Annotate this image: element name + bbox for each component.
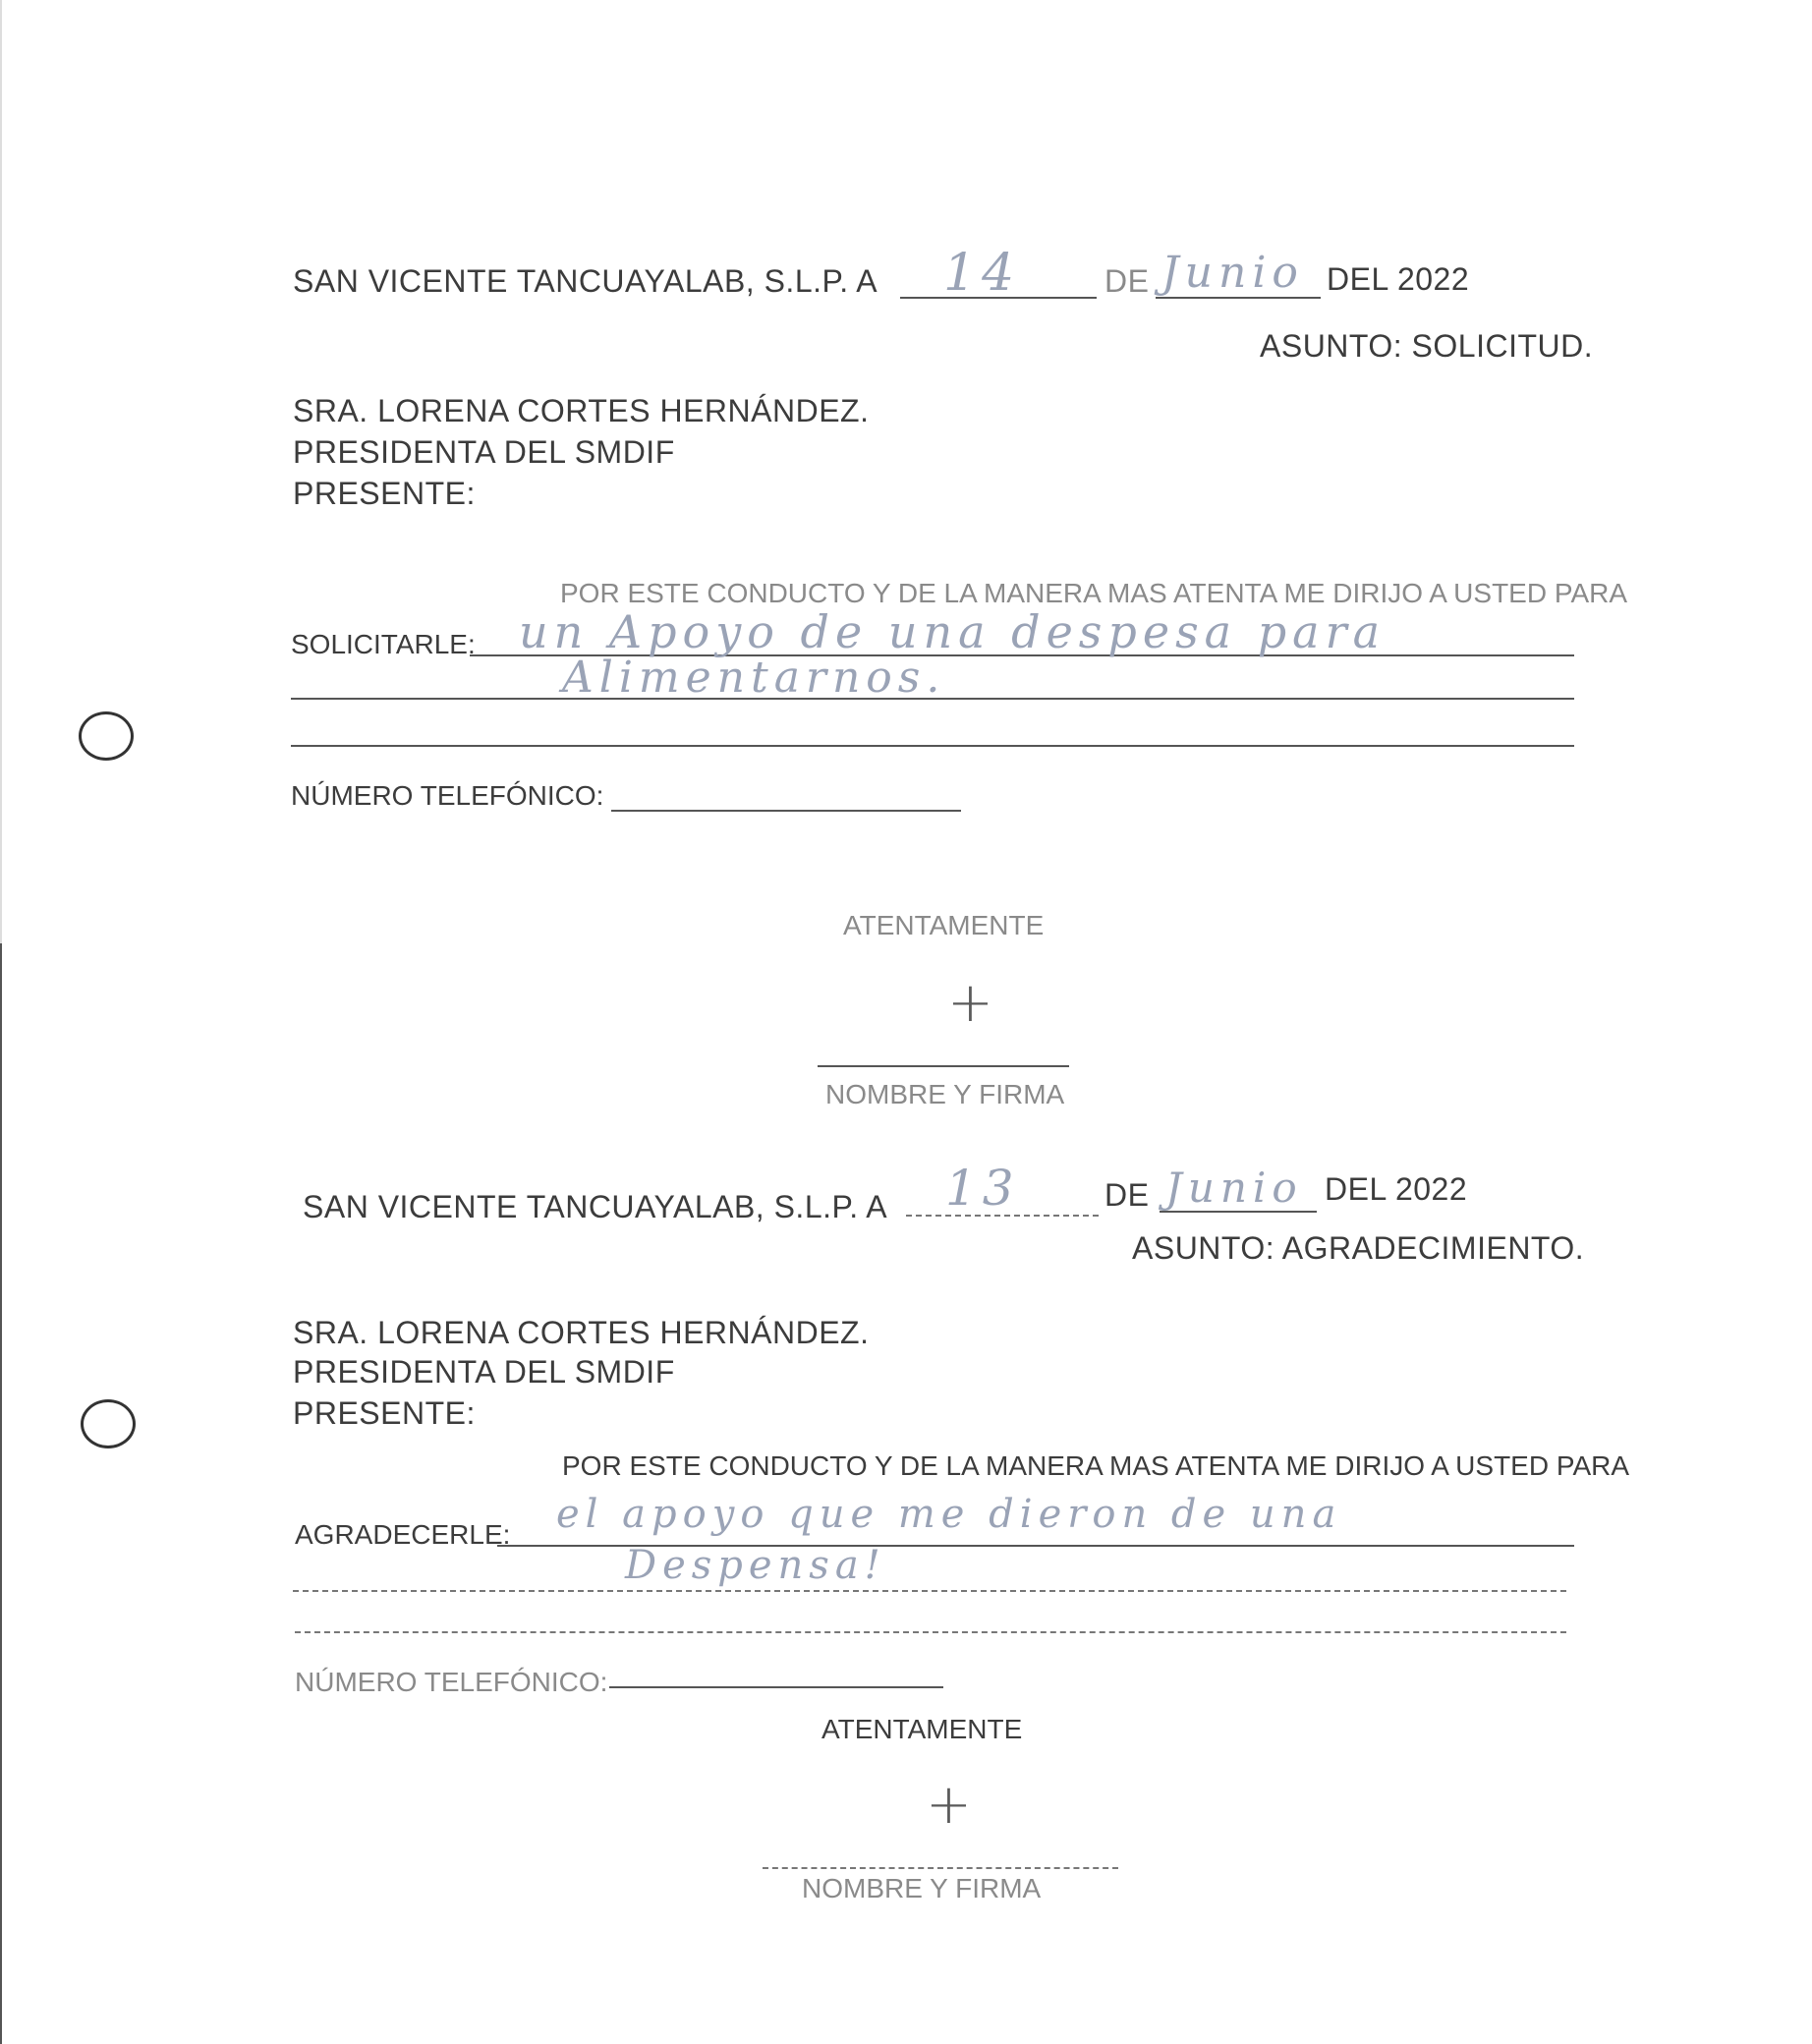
letter2-signature-label: NOMBRE Y FIRMA <box>802 1873 1042 1903</box>
letter2-text-line-2 <box>293 1590 1566 1592</box>
letter1-signature-line <box>818 1065 1069 1067</box>
letter1-handwriting-2: Alimentarnos. <box>562 653 946 703</box>
letter1-recipient: SRA. LORENA CORTES HERNÁNDEZ. <box>293 393 870 428</box>
letter1-subject: ASUNTO: SOLICITUD. <box>1260 328 1594 364</box>
letter1-place: SAN VICENTE TANCUAYALAB, S.L.P. A <box>293 263 878 299</box>
letter1-year: DEL 2022 <box>1327 261 1470 297</box>
letter2-subject: ASUNTO: AGRADECIMIENTO. <box>1132 1230 1585 1266</box>
page-left-edge-dark <box>0 943 2 2044</box>
letter1-intro: POR ESTE CONDUCTO Y DE LA MANERA MAS ATENTA ME DIRIJO A USTED PARA <box>560 578 1628 608</box>
letter2-phone-label: NÚMERO TELEFÓNICO: <box>295 1667 608 1697</box>
letter2-year: DEL 2022 <box>1325 1171 1468 1207</box>
letter1-present: PRESENTE: <box>293 476 476 511</box>
letter2-handwriting-1: el apoyo que me dieron de una <box>556 1492 1342 1537</box>
punch-hole-bottom <box>81 1399 136 1448</box>
letter2-phone-line <box>609 1686 943 1688</box>
letter1-closing: ATENTAMENTE <box>843 910 1045 940</box>
letter1-signature-mark: + <box>947 971 993 1035</box>
letter1-label: SOLICITARLE: <box>291 629 476 659</box>
letter1-phone-line <box>611 810 961 812</box>
letter2-closing: ATENTAMENTE <box>821 1714 1023 1744</box>
letter2-label: AGRADECERLE: <box>295 1519 511 1550</box>
letter1-position: PRESIDENTA DEL SMDIF <box>293 434 675 470</box>
letter1-de: DE <box>1104 263 1150 299</box>
letter2-signature-mark: + <box>926 1773 972 1837</box>
letter1-phone-label: NÚMERO TELEFÓNICO: <box>291 780 604 811</box>
letter2-signature-line <box>763 1867 1118 1869</box>
letter2-de: DE <box>1104 1177 1150 1213</box>
letter2-recipient: SRA. LORENA CORTES HERNÁNDEZ. <box>293 1315 870 1350</box>
letter2-day: 13 <box>945 1160 1020 1217</box>
letter1-handwriting-1: un Apoyo de una despesa para <box>519 605 1387 658</box>
letter2-month: Junio <box>1165 1164 1303 1212</box>
punch-hole-top <box>79 711 134 761</box>
letter2-handwriting-2: Despensa! <box>625 1543 886 1588</box>
letter2-text-line-3 <box>295 1631 1566 1633</box>
letter2-intro: POR ESTE CONDUCTO Y DE LA MANERA MAS ATENTA ME DIRIJO A USTED PARA <box>562 1450 1630 1481</box>
letter2-present: PRESENTE: <box>293 1395 476 1431</box>
letter1-signature-label: NOMBRE Y FIRMA <box>825 1079 1065 1109</box>
letter2-place: SAN VICENTE TANCUAYALAB, S.L.P. A <box>303 1189 888 1224</box>
letter2-position: PRESIDENTA DEL SMDIF <box>293 1354 675 1390</box>
letter1-month: Junio <box>1161 248 1304 298</box>
letter1-day: 14 <box>943 244 1021 303</box>
letter1-text-line-3 <box>291 745 1574 747</box>
